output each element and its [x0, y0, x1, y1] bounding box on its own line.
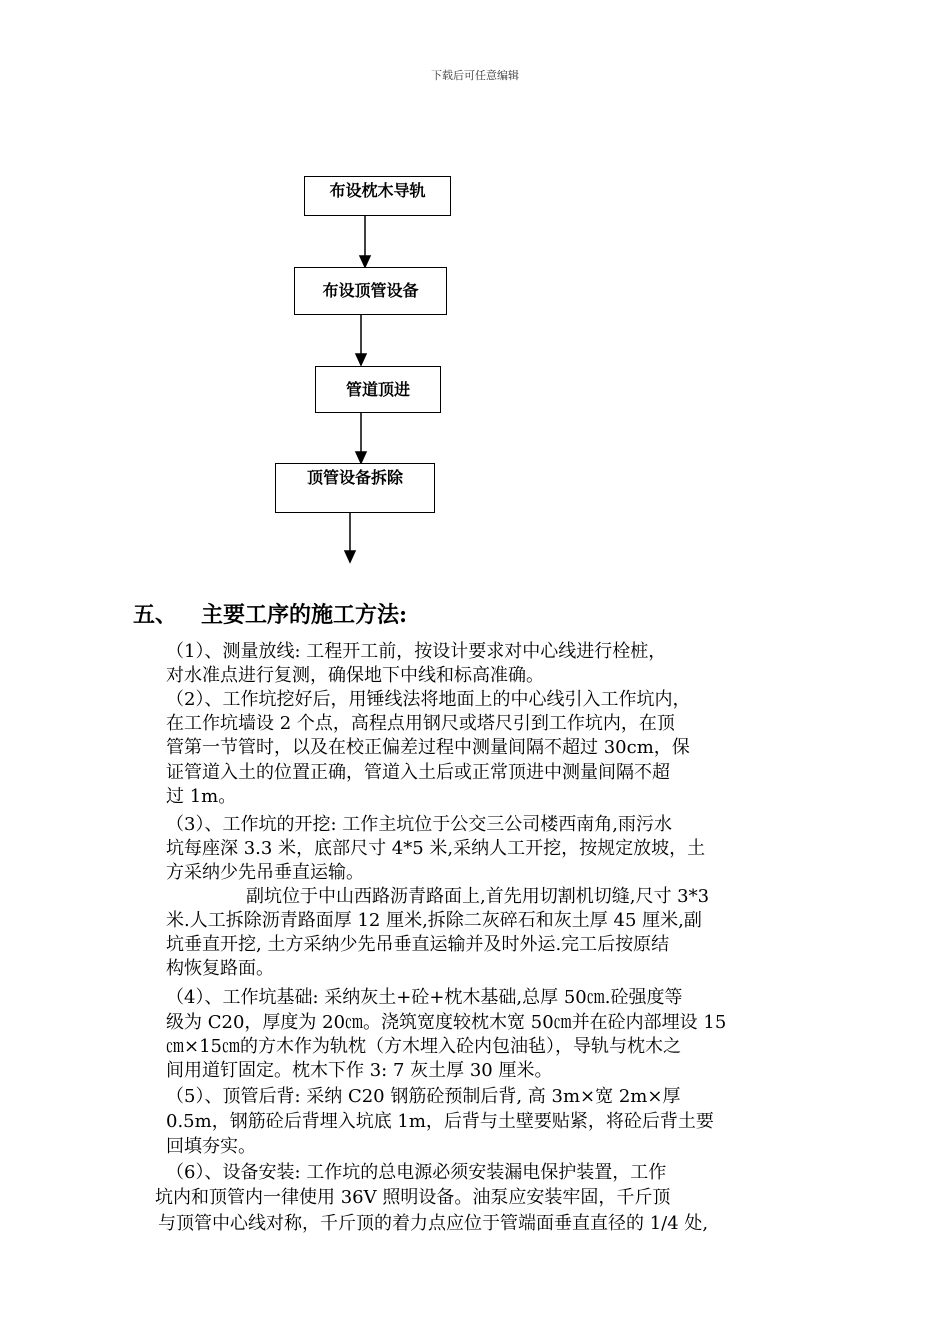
body-line: 坑垂直开挖, 土方采纳少先吊垂直运输并及时外运.完工后按原结 — [166, 934, 670, 955]
section-title: 主要工序的施工方法: — [201, 602, 408, 628]
section-heading — [133, 598, 407, 629]
flow-arrowhead-3 — [356, 452, 366, 463]
flow-step-dismantle-equipment: 顶管设备拆除 — [275, 463, 435, 513]
body-line: （6）、设备安装: 工作坑的总电源必须安装漏电保护装置，工作 — [166, 1162, 667, 1183]
header-note: 下载后可任意编辑 — [431, 69, 519, 82]
body-line: 对水准点进行复测，确保地下中线和标高准确。 — [166, 665, 544, 686]
body-line: 方采纳少先吊垂直运输。 — [166, 862, 364, 883]
body-line: 副坑位于中山西路沥青路面上,首先用切割机切缝,尺寸 3*3 — [246, 886, 710, 907]
section-number: 五、 — [133, 602, 178, 628]
flow-arrowhead-1 — [360, 256, 370, 267]
body-line: 坑内和顶管内一律使用 36V 照明设备。油泵应安装牢固，千斤顶 — [155, 1187, 671, 1208]
body-line: 过 1m。 — [166, 786, 237, 807]
body-line: 回填夯实。 — [166, 1136, 256, 1157]
body-line: （3）、工作坑的开挖: 工作主坑位于公交三公司楼西南角,雨污水 — [166, 814, 672, 835]
body-line: 间用道钉固定。枕木下作 3: 7 灰土厚 30 厘米。 — [166, 1060, 553, 1081]
flow-step-pipe-jacking: 管道顶进 — [315, 366, 441, 413]
body-line: 在工作坑墙设 2 个点，高程点用钢尺或塔尺引到工作坑内，在顶 — [166, 713, 675, 734]
body-line: （1）、测量放线: 工程开工前，按设计要求对中心线进行栓桩， — [166, 641, 667, 662]
body-line: 构恢复路面。 — [166, 958, 274, 979]
body-line: 级为 C20，厚度为 20㎝。浇筑宽度较枕木宽 50㎝并在砼内部埋设 15 — [166, 1012, 727, 1033]
body-line: 证管道入土的位置正确，管道入土后或正常顶进中测量间隔不超 — [166, 762, 670, 783]
flow-arrowhead-4 — [345, 551, 355, 562]
body-line: （5）、顶管后背: 采纳 C20 钢筋砼预制后背, 高 3m×宽 2m×厚 — [166, 1086, 681, 1107]
body-line: 0.5m，钢筋砼后背埋入坑底 1m，后背与土壁要贴紧，将砼后背土要 — [166, 1111, 714, 1132]
flow-arrowhead-2 — [356, 354, 366, 365]
flow-step-lay-jacking-equipment: 布设顶管设备 — [294, 267, 447, 315]
body-line: （2）、工作坑挖好后，用锤线法将地面上的中心线引入工作坑内， — [166, 689, 691, 710]
body-line: 管第一节管时，以及在校正偏差过程中测量间隔不超过 30cm，保 — [166, 737, 690, 758]
body-line: 米.人工拆除沥青路面厚 12 厘米,拆除二灰碎石和灰土厚 45 厘米,副 — [166, 910, 702, 931]
body-line: ㎝×15㎝的方木作为轨枕（方木埋入砼内包油毡），导轨与枕木之 — [166, 1036, 681, 1057]
body-line: 坑每座深 3.3 米，底部尺寸 4*5 米,采纳人工开挖，按规定放坡，土 — [166, 838, 706, 859]
flow-step-lay-sleeper-rails: 布设枕木导轨 — [304, 176, 451, 216]
flowchart-arrows — [0, 0, 950, 600]
body-line: （4）、工作坑基础: 采纳灰土+砼+枕木基础,总厚 50㎝.砼强度等 — [166, 987, 683, 1008]
body-line: 与顶管中心线对称，千斤顶的着力点应位于管端面垂直直径的 1/4 处, — [158, 1213, 709, 1234]
